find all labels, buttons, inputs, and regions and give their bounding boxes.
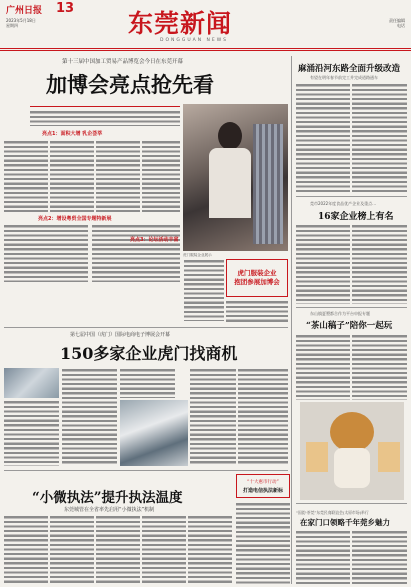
lead-headline: 加博会亮点抢先看 <box>46 72 214 97</box>
lead-subhead-3: 亮点3：论坛活动丰富 <box>130 237 179 243</box>
lead-col-6 <box>92 224 180 282</box>
right-bottom-col-1 <box>296 530 350 585</box>
masthead-rule <box>0 48 411 49</box>
humen-story-col-4 <box>190 368 236 466</box>
right-bottom-headline: 在家门口领略千年莞乡魅力 <box>300 518 390 527</box>
mascot-photo <box>300 402 404 500</box>
humen-photo-1 <box>4 368 59 398</box>
lead-subhead-2: 亮点2：增设粤贸全国专题特新展 <box>38 216 112 222</box>
section-divider-2 <box>4 470 288 471</box>
humen-col-2 <box>226 300 288 324</box>
humen-headline: 150多家企业虎门找商机 <box>60 344 238 363</box>
lead-photo <box>183 104 288 251</box>
right-mid2-col-2 <box>352 334 407 400</box>
lead-col-4 <box>142 140 180 212</box>
enf-col-1 <box>4 515 48 585</box>
photo-garment-rack <box>253 124 283 244</box>
enf-col-6 <box>236 502 290 585</box>
right-bottom-col-2 <box>352 530 407 585</box>
lead-kicker: 第十三届中国加工贸易产品博览会今日在东莞开幕 <box>62 59 184 65</box>
right-divider-3 <box>296 503 407 504</box>
right-bottom-kicker: “国韵·茶莞”东莞民商联谊会(太原市场)举行 <box>296 510 369 515</box>
page-number: 13 <box>56 1 75 16</box>
lead-col-5 <box>4 224 88 282</box>
right-top-kicker: 有望在明年春节前完工并完成道路通车 <box>310 75 378 80</box>
photo-figure-body <box>209 148 251 218</box>
humen-kicker: 第七届中国（虎门）国际电商电子博展会开幕 <box>70 332 171 338</box>
enforcement-kicker: 东莞城管在全省率先启用“小微执法”机制 <box>64 507 155 513</box>
right-top-col-1 <box>296 83 350 193</box>
humen-story-col-1 <box>4 400 59 466</box>
humen-col-1 <box>184 259 224 321</box>
dateline <box>6 18 76 28</box>
right-mid2-kicker: 东山镇夏塑都合作为平台申报专题 <box>310 311 370 316</box>
right-divider-1 <box>296 196 407 197</box>
right-mid-kicker: 莞市2022年度食品优产企业及重点… <box>310 201 377 206</box>
enf-col-5 <box>188 515 232 585</box>
lead-divider <box>30 106 180 107</box>
lead-col-2 <box>50 140 94 212</box>
right-mid-col-2 <box>352 224 407 304</box>
humen-story-col-5 <box>238 368 288 466</box>
mascot-side-figure-left <box>306 442 328 472</box>
right-mid2-headline: “茶山稿子”陪你一起玩 <box>306 321 393 331</box>
lead-subhead-1: 亮点1：面积大增 乳企荟萃 <box>42 131 103 137</box>
photo-caption: 虎门服装企业展示 <box>183 253 212 257</box>
enforcement-box-kicker: “十大惠市行动” <box>247 480 279 485</box>
section-subtitle: DONGGUAN NEWS <box>160 38 229 43</box>
enf-col-2 <box>50 515 94 585</box>
lead-intro <box>30 110 180 126</box>
right-mid2-col-1 <box>296 334 350 400</box>
enf-col-4 <box>142 515 186 585</box>
humen-box-headline: 虎门服装企业 抱团参展加博会 <box>234 269 280 286</box>
right-divider-2 <box>296 307 407 308</box>
humen-box <box>226 259 288 297</box>
humen-photo-2 <box>120 400 188 466</box>
newspaper-logo: 广州日报 <box>6 6 43 16</box>
right-mid-headline: 16家企业榜上有名 <box>318 212 394 222</box>
mascot-side-figure-right <box>378 442 400 472</box>
date-text: 2023年5月18日 <box>6 18 36 23</box>
lead-col-3 <box>96 140 140 212</box>
humen-story-col-3 <box>120 368 175 398</box>
masthead-rule-2 <box>0 50 411 51</box>
editor-label: 责任编辑 <box>389 18 405 23</box>
humen-story-col-2 <box>62 368 117 466</box>
photo-figure-head <box>218 122 242 150</box>
phone-label: 电话 <box>397 23 405 28</box>
enf-col-3 <box>96 515 140 585</box>
editor-info <box>330 18 405 28</box>
section-divider-1 <box>4 327 288 328</box>
enforcement-box <box>236 474 290 498</box>
right-top-headline: 麻涌沿河东路全面升级改造 <box>298 64 401 74</box>
right-top-col-2 <box>352 83 407 193</box>
mascot-head <box>330 412 374 452</box>
right-mid-col-1 <box>296 224 350 304</box>
section-title: 东莞新闻 <box>128 9 233 38</box>
enforcement-box-headline: 打造电信执法新标 <box>242 488 283 494</box>
mascot-body <box>334 448 370 488</box>
enforcement-headline: “小微执法”提升执法温度 <box>32 490 183 506</box>
weekday-text: 星期四 <box>6 23 18 28</box>
column-divider <box>291 56 292 584</box>
lead-col-1 <box>4 140 48 212</box>
